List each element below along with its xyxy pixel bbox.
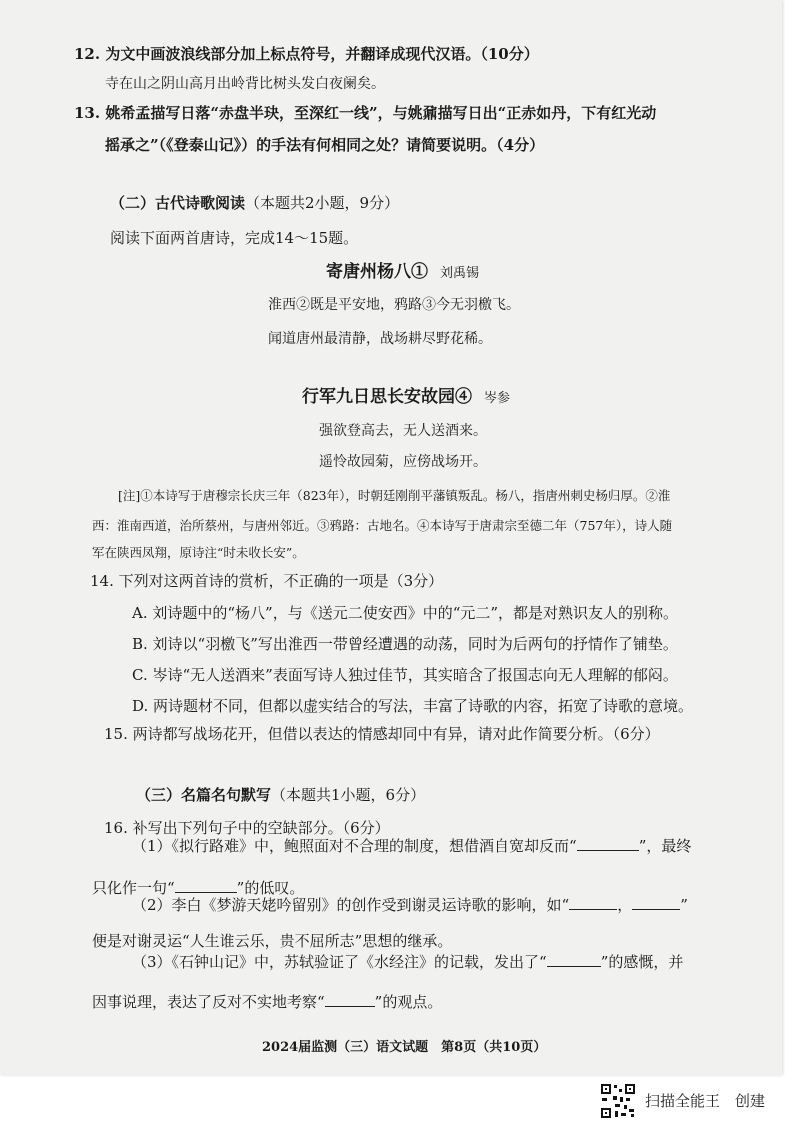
q16-s3-text-b: ”的感慨，并 [600,953,684,971]
q16-s2-text-a: （2）李白《梦游天姥吟留别》的创作受到谢灵运诗歌的影响，如“ [132,896,570,914]
q16-s1-blank2 [175,878,237,893]
q13-line1: 13. 姚希孟描写日落“赤盘半玦，至深红一线”，与姚鼐描写日出“正赤如丹，下有红光动 [74,104,657,122]
poem1-author: 刘禹锡 [440,266,480,281]
poem1-title-text: 寄唐州杨八① [326,262,428,282]
poem1-line1: 淮西②既是平安地，鸦路③今无羽檄飞。 [268,297,520,313]
q16-s3-text-a: （3）《石钟山记》中，苏轼验证了《水经注》的记载，发出了“ [132,953,547,971]
q12-text: 寺在山之阴山高月出岭背比树头发白夜阑矣。 [105,76,385,92]
notes-line2: 西：淮南西道，治所蔡州，与唐州邻近。③鸦路：古地名。④本诗写于唐肃宗至德二年（757年），诗人随 [92,518,673,533]
q16-s2-line1 [132,895,688,915]
page-footer: 2024届监测（三）语文试题 第8页（共10页） [262,1040,547,1055]
notes-line3: 军在陕西凤翔，原诗注“时未收长安”。 [92,545,305,560]
poem2-author: 岑参 [484,391,511,406]
poem2-line1: 强欲登高去，无人送酒来。 [319,423,487,439]
section2-note: （本题共2小题，9分） [245,194,400,212]
q12-title: 12. 为文中画波浪线部分加上标点符号，并翻译成现代汉语。（10分） [74,45,539,63]
q15-text: 15. 两诗都写战场花开，但借以表达的情感却同中有异，请对此作简要分析。（6分） [104,725,660,743]
q14-option-c: C. 岑诗“无人送酒来”表面写诗人独过佳节，其实暗含了报国志向无人理解的郁闷。 [132,666,678,684]
q16-s1-blank1 [577,836,639,851]
q16-s2-text-c: ” [680,896,688,914]
section3-note: （本题共1小题，6分） [271,786,426,804]
poem2-title [302,387,510,409]
poem2-title-text: 行军九日思长安故园④ [302,387,472,407]
section3-heading [136,785,425,805]
q16-s1-text-d: ”的低叹。 [236,879,305,897]
q14-option-d: D. 两诗题材不同，但都以虚实结合的写法，丰富了诗歌的内容，拓宽了诗歌的意境。 [132,697,694,715]
q14-option-a: A. 刘诗题中的“杨八”，与《送元二使安西》中的“元二”，都是对熟识友人的别称。 [132,604,679,622]
q14-option-b: B. 刘诗以“羽檄飞”写出淮西一带曾经遭遇的动荡，同时为后两句的抒情作了铺垫。 [132,635,678,653]
q16-s1-text-c: 只化作一句“ [92,879,175,897]
q16-s1-text-a: （1）《拟行路难》中，鲍照面对不合理的制度，想借酒自宽却反而“ [132,837,577,855]
q16-s2-line2: 便是对谢灵运“人生谁云乐，贵不屈所志”思想的继承。 [92,932,453,950]
q16-s3-line1 [132,952,683,972]
q16-s2-text-b: ， [617,896,633,914]
q13-line2: 摇承之”（《登泰山记》）的手法有何相同之处？请简要说明。（4分） [105,136,545,154]
q16-s3-blank1 [547,952,601,967]
q14-stem: 14. 下列对这两首诗的赏析，不正确的一项是（3分） [90,572,444,590]
section2-title: （二）古代诗歌阅读 [110,194,246,212]
section3-title: （三）名篇名句默写 [136,786,272,804]
q16-s3-line2 [92,992,442,1012]
q16-s3-text-c: 因事说理，表达了反对不实地考察“ [92,993,325,1011]
q16-s3-text-d: ”的观点。 [374,993,443,1011]
poem2-line2: 遥怜故园菊，应傍战场开。 [319,454,487,470]
q16-s2-blank1 [569,895,617,910]
q16-s2-blank2 [632,895,680,910]
q16-s1-line1 [132,836,691,856]
poem1-title [326,262,479,284]
poem1-line2: 闻道唐州最清静，战场耕尽野花稀。 [268,331,492,347]
q16-s1-text-b: ”，最终 [638,837,692,855]
q16-s3-blank2 [325,992,375,1007]
qr-code-icon [600,1083,636,1119]
section2-instruction: 阅读下面两首唐诗，完成14～15题。 [110,229,359,247]
section2-heading [110,193,399,213]
q16-stem: 16. 补写出下列句子中的空缺部分。（6分） [104,819,390,837]
notes-line1: [注]①本诗写于唐穆宗长庆三年（823年），时朝廷刚削平藩镇叛乱。杨八，指唐州刺史杨归厚。②淮 [118,488,671,503]
scanner-watermark: 扫描全能王 创建 [645,1092,766,1110]
